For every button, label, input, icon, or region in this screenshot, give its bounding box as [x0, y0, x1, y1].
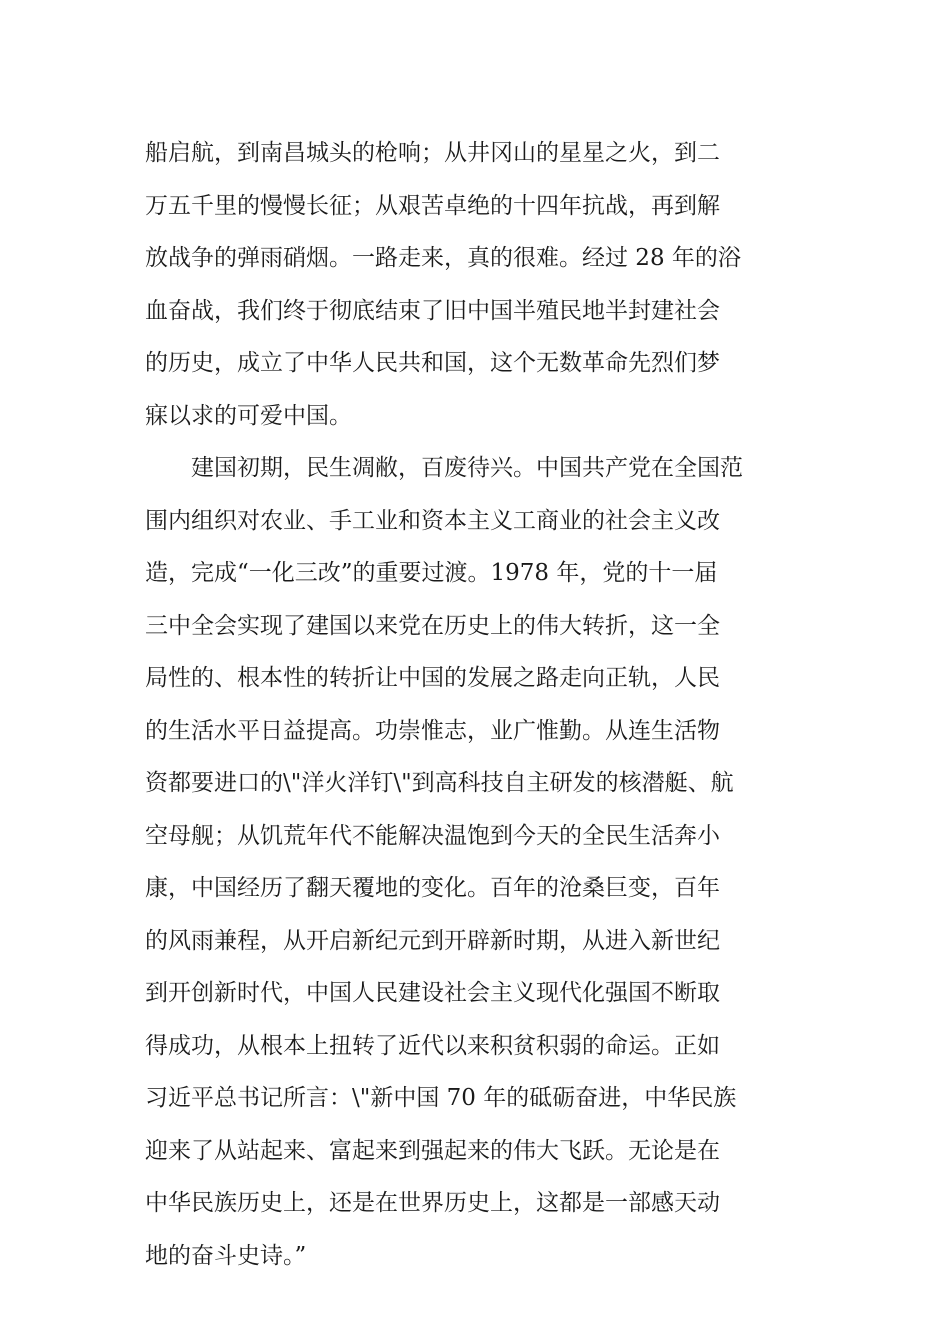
text-line: 血奋战，我们终于彻底结束了旧中国半殖民地半封建社会 — [145, 297, 720, 324]
text-line: 放战争的弹雨硝烟。一路走来，真的很难。经过 28 年的浴 — [145, 245, 741, 271]
text-line: 空母舰；从饥荒年代不能解决温饱到今天的全民生活奔小 — [145, 822, 720, 849]
text-line: 中华民族历史上，还是在世界历史上，这都是一部感天动 — [145, 1190, 720, 1216]
text-line: 到开创新时代，中国人民建设社会主义现代化强国不断取 — [145, 980, 720, 1006]
text-line: 造，完成“一化三改”的重要过渡。1978 年，党的十一届 — [145, 560, 718, 586]
text-line: 建国初期，民生凋敝，百废待兴。中国共产党在全国范 — [145, 455, 743, 481]
text-line: 习近平总书记所言：\"新中国 70 年的砥砺奋进，中华民族 — [145, 1085, 737, 1111]
text-line: 船启航，到南昌城头的枪响；从井冈山的星星之火，到二 — [145, 140, 720, 166]
text-line: 寐以求的可爱中国。 — [145, 402, 352, 429]
text-line: 得成功，从根本上扭转了近代以来积贫积弱的命运。正如 — [145, 1032, 720, 1059]
text-line: 资都要进口的\"洋火洋钉\"到高科技自主研发的核潜艇、航 — [145, 770, 734, 796]
text-line: 局性的、根本性的转折让中国的发展之路走向正轨，人民 — [145, 665, 720, 691]
text-line: 康，中国经历了翻天覆地的变化。百年的沧桑巨变，百年 — [145, 875, 720, 901]
body-text — [145, 127, 810, 1282]
text-line: 的历史，成立了中华人民共和国，这个无数革命先烈们梦 — [145, 350, 720, 376]
paragraph-1 — [145, 127, 810, 442]
text-line: 地的奋斗史诗。” — [145, 1242, 307, 1269]
text-line: 迎来了从站起来、富起来到强起来的伟大飞跃。无论是在 — [145, 1137, 720, 1164]
text-line: 的风雨兼程，从开启新纪元到开辟新时期，从进入新世纪 — [145, 927, 720, 954]
paragraph-2 — [145, 442, 810, 1282]
text-line: 三中全会实现了建国以来党在历史上的伟大转折，这一全 — [145, 612, 720, 639]
text-line: 围内组织对农业、手工业和资本主义工商业的社会主义改 — [145, 507, 720, 534]
text-line: 的生活水平日益提高。功崇惟志，业广惟勤。从连生活物 — [145, 717, 720, 744]
text-line: 万五千里的慢慢长征；从艰苦卓绝的十四年抗战，再到解 — [145, 192, 720, 219]
